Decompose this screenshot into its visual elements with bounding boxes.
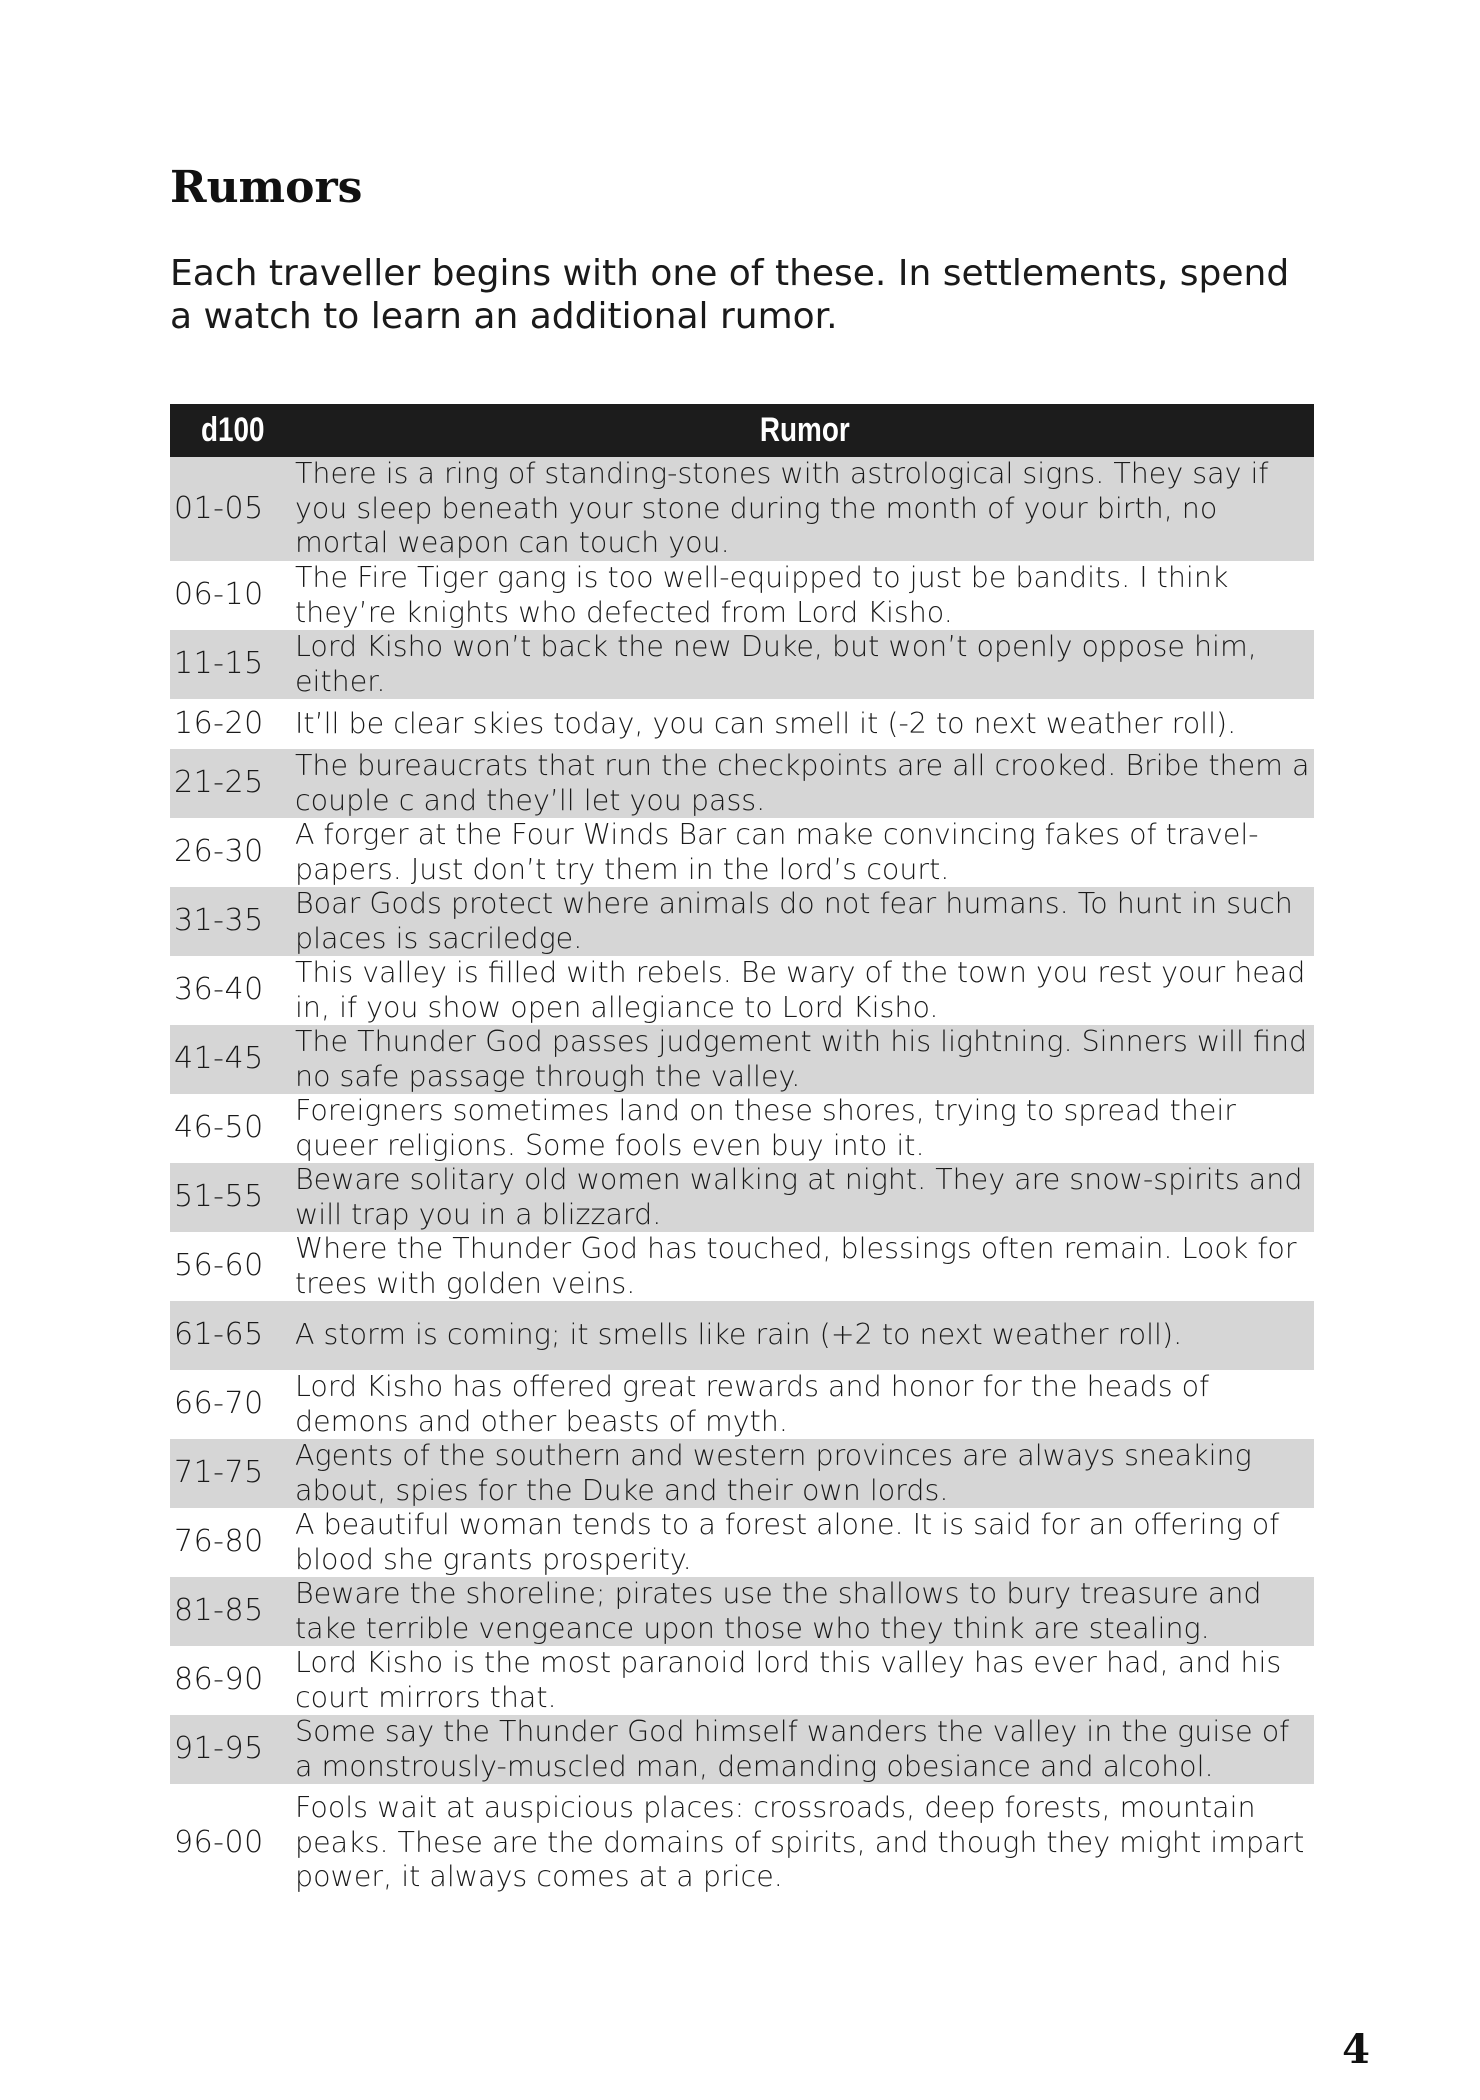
- table-header: [170, 404, 1314, 457]
- column-header-d100: [170, 404, 295, 457]
- table-header-row: [170, 404, 1314, 457]
- rumor-text-cell: This valley is filled with rebels. Be wary of the town you rest your head in, if you show open allegiance to Lord Kisho.: [295, 956, 1314, 1025]
- roll-range-cell: 66-70: [170, 1370, 295, 1439]
- roll-range-cell: 06-10: [170, 561, 295, 630]
- table-row: [170, 1025, 1314, 1094]
- table-row: [170, 1784, 1314, 1902]
- roll-range-cell: 56-60: [170, 1232, 295, 1301]
- rumor-text-cell: A forger at the Four Winds Bar can make convincing fakes of travel-papers. Just don’t try them in the lord’s court.: [295, 818, 1314, 887]
- table-row: [170, 1232, 1314, 1301]
- table-row: [170, 630, 1314, 699]
- roll-range-cell: 01-05: [170, 457, 295, 561]
- page-number: 4: [1342, 2026, 1370, 2073]
- roll-range-cell: 81-85: [170, 1577, 295, 1646]
- table-row: [170, 749, 1314, 818]
- roll-range-cell: 71-75: [170, 1439, 295, 1508]
- roll-range-cell: 86-90: [170, 1646, 295, 1715]
- rumor-text-cell: Foreigners sometimes land on these shores, trying to spread their queer religions. Some fools even buy into it.: [295, 1094, 1314, 1163]
- table-row: [170, 699, 1314, 749]
- rumor-text-cell: It’ll be clear skies today, you can smell it (-2 to next weather roll).: [295, 699, 1314, 749]
- rumor-text-cell: Beware solitary old women walking at night. They are snow-spirits and will trap you in a blizzard.: [295, 1163, 1314, 1232]
- roll-range-cell: 11-15: [170, 630, 295, 699]
- rumor-text-cell: Fools wait at auspicious places: crossroads, deep forests, mountain peaks. These are the domains of spirits, and though they might impart power, it always comes at a price.: [295, 1784, 1314, 1902]
- roll-range-cell: 76-80: [170, 1508, 295, 1577]
- rumor-text-cell: The bureaucrats that run the checkpoints are all crooked. Bribe them a couple c and they’ll let you pass.: [295, 749, 1314, 818]
- rumor-table: [170, 404, 1314, 1902]
- roll-range-cell: 26-30: [170, 818, 295, 887]
- rumor-text-cell: Lord Kisho has offered great rewards and honor for the heads of demons and other beasts of myth.: [295, 1370, 1314, 1439]
- roll-range-cell: 16-20: [170, 699, 295, 749]
- table-row: [170, 561, 1314, 630]
- table-row: [170, 1508, 1314, 1577]
- rumor-text-cell: Boar Gods protect where animals do not fear humans. To hunt in such places is sacriledge.: [295, 887, 1314, 956]
- table-row: [170, 1439, 1314, 1508]
- roll-range-cell: 96-00: [170, 1784, 295, 1902]
- table-row: [170, 887, 1314, 956]
- rumor-text-cell: The Fire Tiger gang is too well-equipped to just be bandits. I think they’re knights who defected from Lord Kisho.: [295, 561, 1314, 630]
- page-title: Rumors: [170, 162, 363, 213]
- rumor-text-cell: Lord Kisho is the most paranoid lord this valley has ever had, and his court mirrors that.: [295, 1646, 1314, 1715]
- roll-range-cell: 51-55: [170, 1163, 295, 1232]
- table-body: [170, 457, 1314, 1902]
- roll-range-cell: 46-50: [170, 1094, 295, 1163]
- column-header-rumor-label: Rumor: [759, 411, 850, 449]
- rumor-text-cell: The Thunder God passes judgement with his lightning. Sinners will find no safe passage through the valley.: [295, 1025, 1314, 1094]
- roll-range-cell: 21-25: [170, 749, 295, 818]
- table-row: [170, 1646, 1314, 1715]
- table-row: [170, 818, 1314, 887]
- roll-range-cell: 31-35: [170, 887, 295, 956]
- table-row: [170, 956, 1314, 1025]
- rumor-text-cell: Agents of the southern and western provinces are always sneaking about, spies for the Duke and their own lords.: [295, 1439, 1314, 1508]
- table-row: [170, 1163, 1314, 1232]
- table-row: [170, 1301, 1314, 1370]
- roll-range-cell: 36-40: [170, 956, 295, 1025]
- rumor-text-cell: A beautiful woman tends to a forest alone. It is said for an offering of blood she grants prosperity.: [295, 1508, 1314, 1577]
- table-row: [170, 1370, 1314, 1439]
- roll-range-cell: 61-65: [170, 1301, 295, 1370]
- intro-paragraph: Each traveller begins with one of these. In settlements, spend a watch to learn an additional rumor.: [170, 253, 1290, 337]
- rumor-text-cell: Beware the shoreline; pirates use the shallows to bury treasure and take terrible vengeance upon those who they think are stealing.: [295, 1577, 1314, 1646]
- column-header-rumor: [295, 404, 1314, 457]
- rumor-text-cell: A storm is coming; it smells like rain (+2 to next weather roll).: [295, 1301, 1314, 1370]
- table-row: [170, 1094, 1314, 1163]
- rumor-text-cell: Some say the Thunder God himself wanders the valley in the guise of a monstrously-muscled man, demanding obesiance and alcohol.: [295, 1715, 1314, 1784]
- roll-range-cell: 41-45: [170, 1025, 295, 1094]
- rumor-text-cell: Lord Kisho won’t back the new Duke, but won’t openly oppose him, either.: [295, 630, 1314, 699]
- rumor-text-cell: Where the Thunder God has touched, blessings often remain. Look for trees with golden veins.: [295, 1232, 1314, 1301]
- table-row: [170, 1577, 1314, 1646]
- column-header-d100-label: d100: [200, 411, 265, 449]
- table-row: [170, 457, 1314, 561]
- table-row: [170, 1715, 1314, 1784]
- roll-range-cell: 91-95: [170, 1715, 295, 1784]
- rumor-text-cell: There is a ring of standing-stones with astrological signs. They say if you sleep beneath your stone during the month of your birth, no mortal weapon can touch you.: [295, 457, 1314, 561]
